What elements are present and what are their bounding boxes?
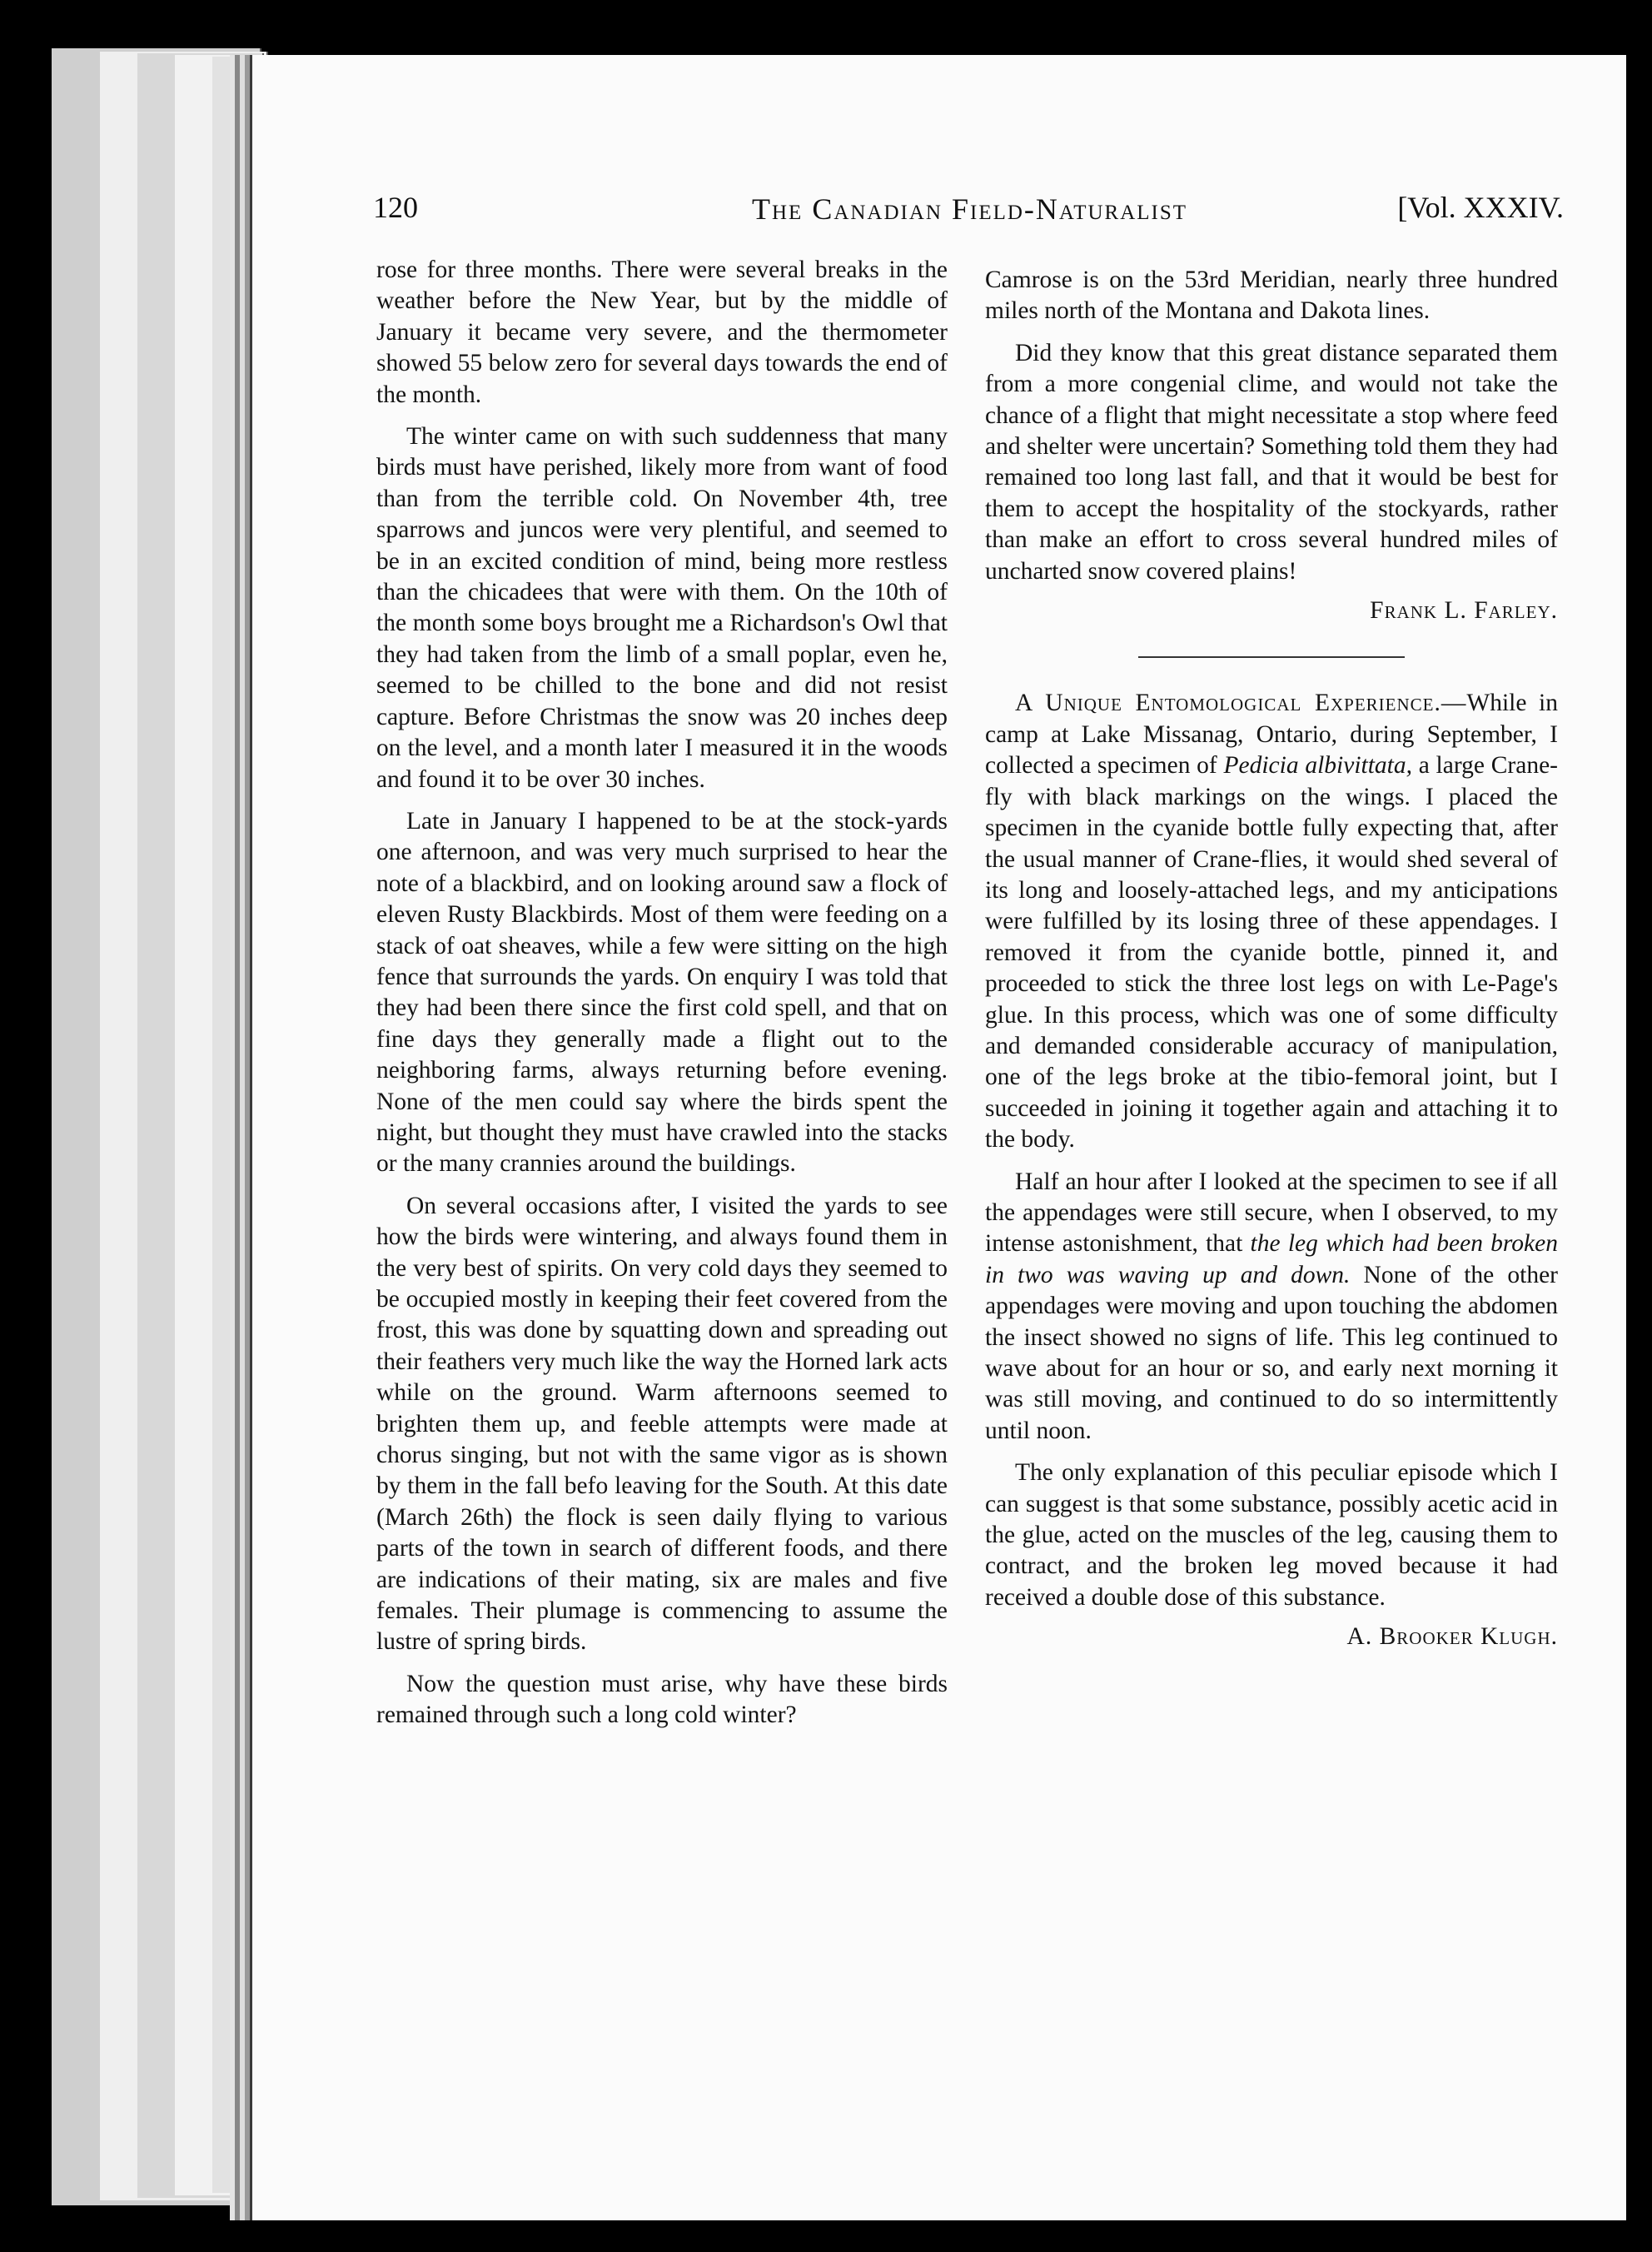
running-head — [373, 190, 1564, 232]
paragraph: Camrose is on the 53rd Meridian, nearly three hundred miles north of the Montana and Dakota lines. — [985, 267, 1558, 325]
emphasis-text: the leg which had been broken in two was waving up and down. — [985, 1230, 1558, 1288]
paragraph: Late in January I happened to be at the stock-yards one afternoon, and was very much surprised to hear the note of a blackbird, and on looking around saw a flock of eleven Rusty Blackbirds. Most of them were feeding on a stack of oat sheaves, while a few were sitting on the high fence that surrounds the yards. On enquiry I was told that they had been there since the first cold spell, and that on fine days they generally made a flight out to the neighboring farms, always returning before evening. None of the men could say where the birds spent the night, but thought they must have crawled into the stacks or the many crannies around the buildings. — [376, 807, 948, 1178]
article-text: None of the other appendages were moving and upon touching the abdomen the insect showed no signs of life. This leg continued to wave about for an hour or so, and early next morning it was still moving, and continued to do so intermittently until noon. — [985, 1261, 1558, 1444]
paragraph: Did they know that this great distance separated them from a more congenial clime, and would not take the chance of a flight that might necessitate a stop where feed and shelter were uncertain? Something told them they had remained too long last fall, and that it would be best for them to accept the hospitality of the stockyards, rather than make an effort to cross several hundred miles of uncharted snow covered plains! — [985, 339, 1558, 585]
paragraph: Now the question must arise, why have these birds remained through such a long cold winter? — [376, 1670, 948, 1729]
article-text: a large Crane-fly with black markings on the wings. I placed the specimen in the cyanide bottle fully expecting that, after the usual manner of Crane-flies, it would shed several of its long and loosely-attached legs, and my anticipations were fulfilled by its losing three of these appendages. I removed it from the cyanide bottle, pinned it, and proceeded to stick the three lost legs on with Le-Page's glue. In this process, which was one of some difficulty and demanded considerable accuracy of manipulation, one of the legs broke at the tibio-femoral joint, but I succeeded in joining it together again and attaching it to the body. — [985, 752, 1558, 1153]
right-column — [985, 265, 1558, 1653]
article-paragraph — [985, 688, 1558, 1155]
paragraph: rose for three months. There were several breaks in the weather before the New Year, but by the middle of January it became very severe, and the thermometer showed 55 below zero for several days towards the end of the month. — [376, 257, 948, 408]
paragraph: On several occasions after, I visited the yards to see how the birds were wintering, and always found them in the very best of spirits. On very cold days they seemed to be occupied mostly in keeping their feet covered from the frost, this was done by squatting down and spreading out their feathers very much like the way the Horned lark acts while on the ground. Warm afternoons seemed to brighten them up, and feeble attempts were made at chorus singing, but not with the same vigor as is shown by them in the fall befo leaving for the South. At this date (March 26th) the flock is seen daily flying to various parts of the town in search of different foods, and there are indications of their mating, six are males and five females. Their plumage is commencing to assume the lustre of spring birds. — [376, 1192, 948, 1656]
volume-label: [Vol. XXXIV. — [1397, 191, 1564, 224]
article-text: While in camp at Lake Missanag, Ontario, during September, I collected a specimen of — [985, 690, 1559, 780]
species-name: Pedicia albivittata, — [1223, 752, 1412, 780]
left-column — [376, 255, 948, 1731]
section-divider — [1138, 656, 1405, 658]
article-title: A Unique Entomological Experience.— — [1015, 690, 1467, 717]
author-signature: A. Brooker Klugh. — [1346, 1623, 1558, 1651]
journal-title: The Canadian Field-Naturalist — [752, 192, 1188, 226]
article-paragraph: The only explanation of this peculiar episode which I can suggest is that some substance, possibly acetic acid in the glue, acted on the muscles of the leg, causing them to contract, and the broken leg moved because it had received a double dose of this substance. — [985, 1459, 1558, 1611]
paragraph: The winter came on with such suddenness that many birds must have perished, likely more from want of food than from the terrible cold. On November 4th, tree sparrows and juncos were very plentiful, and seemed to be in an excited condition of mind, being more restless than the chicadees that were with them. On the 10th of the month some boys brought me a Richardson's Owl that they had taken from the limb of a small poplar, even he, seemed to be chilled to the bone and did not resist capture. Before Christmas the snow was 20 inches deep on the level, and a month later I measured it in the woods and found it to be over 30 inches. — [376, 423, 948, 793]
article-text: Half an hour after I looked at the specimen to see if all the appendages were still secure, when I observed, to my intense astonishment, that — [985, 1168, 1558, 1258]
article-paragraph — [985, 1167, 1558, 1447]
page-number: 120 — [373, 191, 418, 224]
author-signature: Frank L. Farley. — [1370, 597, 1558, 625]
